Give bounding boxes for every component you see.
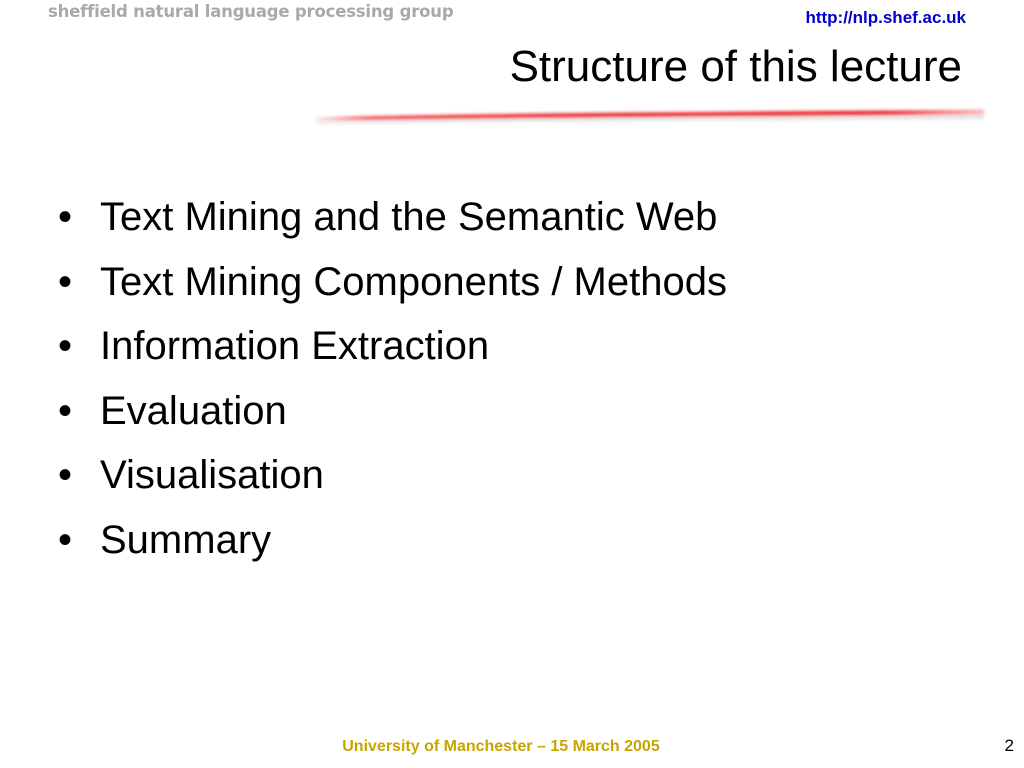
list-item-text: Summary — [100, 517, 272, 562]
list-item — [58, 443, 727, 508]
list-item-text: Text Mining Components / Methods — [100, 259, 727, 304]
bullet-icon: • — [58, 259, 73, 304]
list-item-text: Visualisation — [100, 453, 324, 497]
list-item-text: Information Extraction — [100, 324, 490, 368]
page-number: 2 — [1004, 736, 1014, 755]
bullet-icon: • — [58, 453, 73, 497]
list-item — [58, 508, 727, 573]
list-item-text: Text Mining and the Semantic Web — [100, 195, 718, 239]
bullet-icon: • — [58, 388, 73, 433]
bullet-icon: • — [58, 324, 73, 368]
bullet-icon: • — [58, 195, 73, 239]
site-url-link[interactable]: http://nlp.shef.ac.uk — [805, 8, 966, 27]
lecture-outline-list — [58, 185, 727, 572]
title-underline — [312, 106, 992, 128]
list-item — [58, 379, 727, 444]
bullet-icon: • — [58, 517, 73, 562]
list-item — [58, 314, 727, 379]
list-item — [58, 185, 727, 250]
footer-text: University of Manchester – 15 March 2005 — [342, 738, 660, 755]
group-logo: sheffield natural language processing group — [48, 2, 454, 21]
slide-title: Structure of this lecture — [509, 42, 962, 91]
list-item-text: Evaluation — [100, 388, 287, 433]
list-item — [58, 250, 727, 315]
